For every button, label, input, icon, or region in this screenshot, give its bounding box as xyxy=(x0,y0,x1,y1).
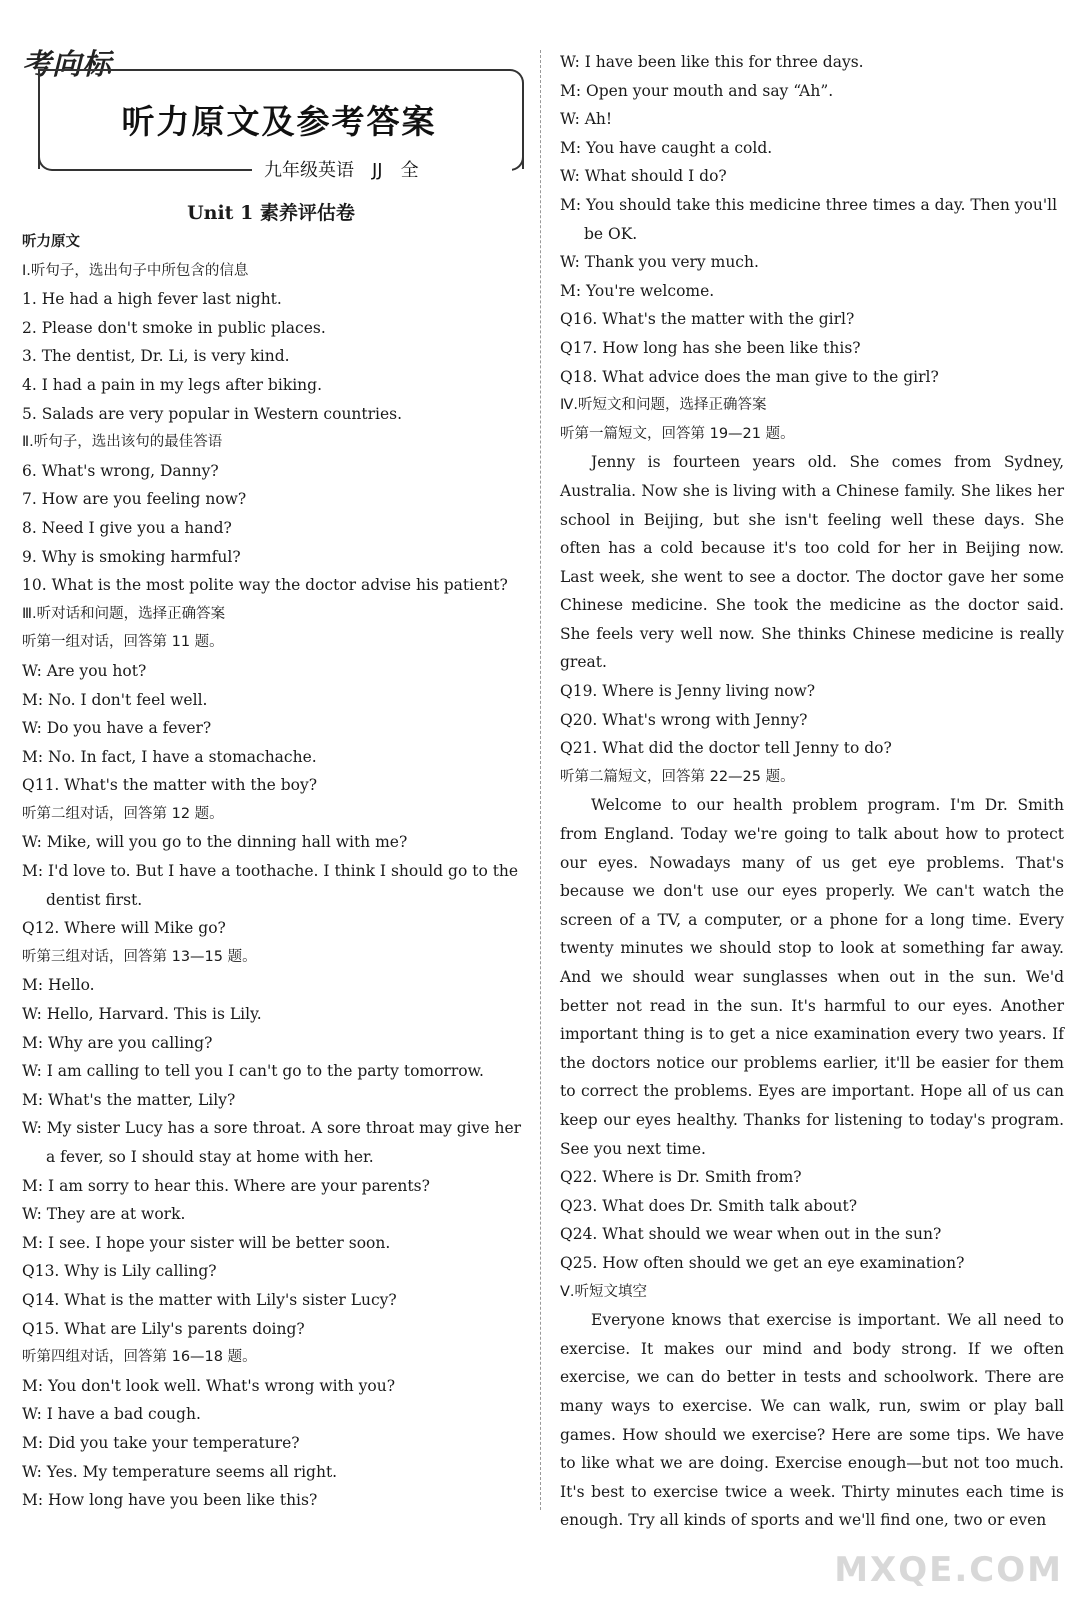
text-line: W: I have a bad cough. xyxy=(22,1405,201,1424)
unit-title: Unit 1 素养评估卷 xyxy=(187,202,355,224)
text-line: Q17. How long has she been like this? xyxy=(560,338,861,357)
section-heading: 听第一组对话，回答第 11 题。 xyxy=(22,634,224,651)
text-line: 2. Please don't smoke in public places. xyxy=(22,318,326,337)
text-line: W: Hello, Harvard. This is Lily. xyxy=(22,1005,262,1024)
column-divider xyxy=(540,50,541,1510)
text-line: W: Do you have a fever? xyxy=(22,719,212,738)
text-line: Q13. Why is Lily calling? xyxy=(22,1262,217,1281)
text-line: 6. What's wrong, Danny? xyxy=(22,461,219,480)
text-line: W: My sister Lucy has a sore throat. A sore throat may give her a fever, so I should stay at home with her. xyxy=(22,1119,522,1166)
section-heading: 听第三组对话，回答第 13—15 题。 xyxy=(22,948,257,965)
section-heading: 听第二组对话，回答第 12 题。 xyxy=(22,805,224,822)
section-heading: Ⅲ.听对话和问题，选择正确答案 xyxy=(22,605,226,622)
brand-logo: 考向标 xyxy=(22,47,113,81)
text-line: 4. I had a pain in my legs after biking. xyxy=(22,375,322,394)
text-line: M: You're welcome. xyxy=(560,281,715,300)
text-line: 3. The dentist, Dr. Li, is very kind. xyxy=(22,347,290,366)
section-heading: 听第一篇短文，回答第 19—21 题。 xyxy=(560,425,795,442)
text-line: M: I'd love to. But I have a toothache. I think I should go to the dentist first. xyxy=(22,862,519,909)
page-title: 听力原文及参考答案 xyxy=(121,102,437,141)
section-heading: 听第二篇短文，回答第 22—25 题。 xyxy=(560,768,795,785)
text-line: W: Mike, will you go to the dinning hall with me? xyxy=(22,833,408,852)
text-line: M: You have caught a cold. xyxy=(560,138,773,157)
text-line: M: How long have you been like this? xyxy=(22,1491,318,1510)
text-line: M: I am sorry to hear this. Where are your parents? xyxy=(22,1176,430,1195)
text-line: Q19. Where is Jenny living now? xyxy=(560,682,816,701)
passage-paragraph: Everyone knows that exercise is important. We all need to exercise. It makes our mind and body strong. If we often exercise, we can do better in tests and schoolwork. There are many ways to exercise. We can walk, run, swim or play ball games. How should we exercise? Here are some tips. We have to like what we are doing. Exercise enough—but not too much. It's best to exercise twice a week. Thirty minutes each time is enough. Try all kinds of sports and we'll find one, two or even xyxy=(560,1311,1064,1530)
text-line: M: Did you take your temperature? xyxy=(22,1433,300,1452)
section-heading: 听力原文 xyxy=(22,234,80,250)
section-heading: 听第四组对话，回答第 16—18 题。 xyxy=(22,1349,257,1366)
frame-corner-left xyxy=(38,139,252,171)
text-line: W: Thank you very much. xyxy=(560,253,759,272)
text-line: M: Open your mouth and say “Ah”. xyxy=(560,81,834,100)
text-line: Q25. How often should we get an eye examination? xyxy=(560,1253,965,1272)
text-line: Q16. What's the matter with the girl? xyxy=(560,310,855,329)
text-line: Q23. What does Dr. Smith talk about? xyxy=(560,1196,858,1215)
text-line: W: Ah! xyxy=(560,110,613,129)
text-line: W: Are you hot? xyxy=(22,661,147,680)
passage-paragraph: Welcome to our health problem program. I'm Dr. Smith from England. Today we're going to talk about how to protect our eyes. Nowadays many of us get eye problems. That's because we don't use our eyes properly. We can't watch the screen of a TV, a computer, or a phone for a long time. Every twenty minutes we should stop to look at something far away. And we should wear sunglasses when out in the sun. We'd better not read in the sun. It's harmful to our eyes. Another important thing is to get a nice examination every two years. If the doctors notice our problems earlier, it'll be easier for them to correct the problems. Eyes are important. Hope all of us can keep our eyes healthy. Thanks for listening to today's program. See you next time. xyxy=(560,796,1064,1158)
text-line: 1. He had a high fever last night. xyxy=(22,290,282,309)
text-line: 7. How are you feeling now? xyxy=(22,490,247,509)
text-line: Q18. What advice does the man give to the girl? xyxy=(560,367,939,386)
right-column xyxy=(560,48,1064,1535)
text-line: M: You don't look well. What's wrong with you? xyxy=(22,1376,396,1395)
text-line: 10. What is the most polite way the doctor advise his patient? xyxy=(22,576,508,595)
watermark: MXQE.COM xyxy=(834,1550,1063,1590)
text-line: Q21. What did the doctor tell Jenny to do? xyxy=(560,739,892,758)
text-line: W: I am calling to tell you I can't go to the party tomorrow. xyxy=(22,1062,484,1081)
text-line: Q11. What's the matter with the boy? xyxy=(22,776,318,795)
text-line: Q15. What are Lily's parents doing? xyxy=(22,1319,305,1338)
left-column xyxy=(22,228,522,1515)
section-heading: Ⅱ.听句子，选出该句的最佳答语 xyxy=(22,434,223,451)
text-line: Q20. What's wrong with Jenny? xyxy=(560,710,808,729)
text-line: Q12. Where will Mike go? xyxy=(22,919,226,938)
text-line: M: No. In fact, I have a stomachache. xyxy=(22,747,317,766)
text-line: 8. Need I give you a hand? xyxy=(22,518,232,537)
section-heading: Ⅴ.听短文填空 xyxy=(560,1283,648,1300)
text-line: M: Hello. xyxy=(22,976,95,995)
passage-paragraph: Jenny is fourteen years old. She comes from Sydney, Australia. Now she is living with a Chinese family. She likes her school in Beijing, but she isn't feeling well these days. She often has a cold because it's too cold for her in Beijing now. Last week, she went to see a doctor. The doctor gave her some Chinese medicine. She took the medicine as the doctor said. She feels very well now. She thinks Chinese medicine is really great. xyxy=(560,453,1064,672)
section-heading: Ⅰ.听句子，选出句子中所包含的信息 xyxy=(22,262,249,279)
text-line: Q24. What should we wear when out in the sun? xyxy=(560,1225,942,1244)
text-line: M: No. I don't feel well. xyxy=(22,690,208,709)
text-line: 5. Salads are very popular in Western countries. xyxy=(22,404,403,423)
text-line: W: They are at work. xyxy=(22,1205,186,1224)
text-line: 9. Why is smoking harmful? xyxy=(22,547,241,566)
text-line: M: What's the matter, Lily? xyxy=(22,1090,236,1109)
page-subtitle: 九年级英语 JJ 全 xyxy=(256,156,512,182)
text-line: Q22. Where is Dr. Smith from? xyxy=(560,1168,802,1187)
section-heading: Ⅳ.听短文和问题，选择正确答案 xyxy=(560,397,767,414)
text-line: W: What should I do? xyxy=(560,167,727,186)
text-line: Q14. What is the matter with Lily's sister Lucy? xyxy=(22,1290,397,1309)
text-line: M: Why are you calling? xyxy=(22,1033,213,1052)
text-line: M: I see. I hope your sister will be better soon. xyxy=(22,1233,391,1252)
text-line: W: Yes. My temperature seems all right. xyxy=(22,1462,338,1481)
text-line: M: You should take this medicine three times a day. Then you'll be OK. xyxy=(560,195,1058,243)
text-line: W: I have been like this for three days. xyxy=(560,53,864,71)
